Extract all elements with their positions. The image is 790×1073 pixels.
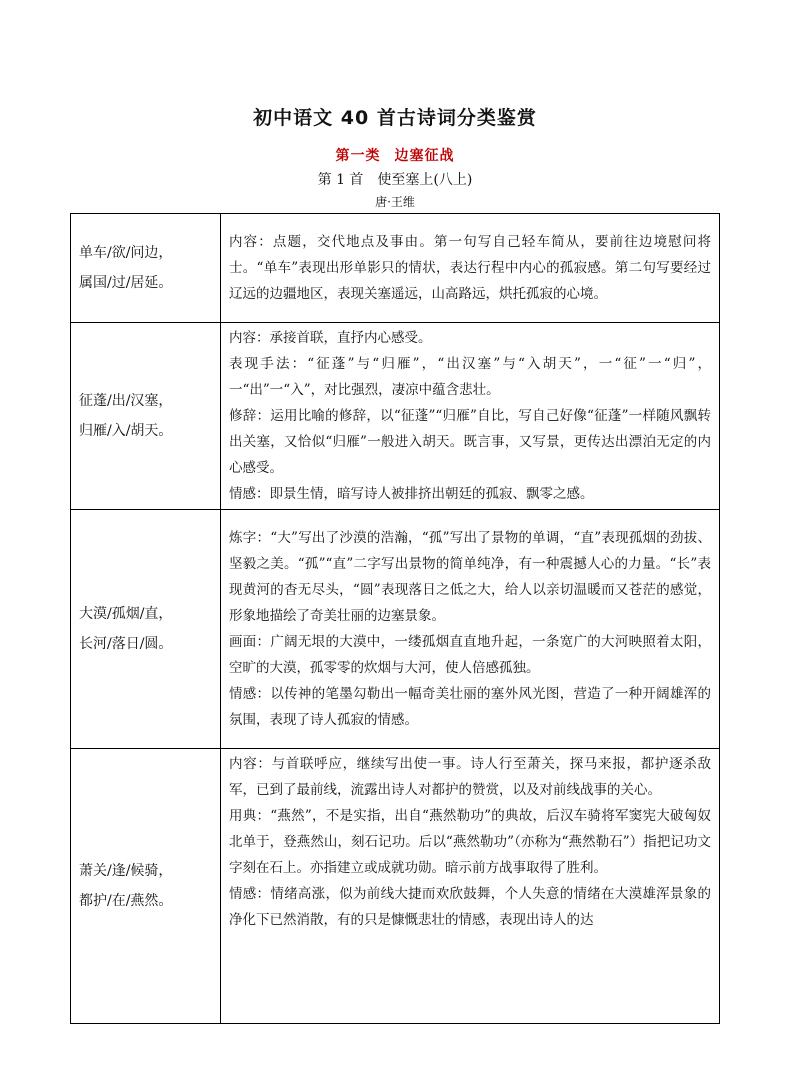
analysis-paragraph: 画面：广阔无垠的大漠中，一缕孤烟直直地升起，一条宽广的大河映照着太阳，空旷的大漠，孤零零的炊烟与大河，使人倍感孤独。 [229, 634, 711, 676]
analysis-paragraph: 内容：点题，交代地点及事由。第一句写自己轻车简从，要前往边境慰问将士。“单车”表现出形单影只的情状，表达行程中内心的孤寂感。第二句写要经过辽远的边疆地区，表现关塞遥远，山高路远，烘托孤寂的心境。 [229, 234, 711, 302]
verse-cell [71, 749, 221, 1024]
verse-cell [71, 510, 221, 749]
analysis-paragraph: 情感：以传神的笔墨勾勒出一幅奇美壮丽的塞外风光图，营造了一种开阔雄浑的氛围，表现了诗人孤寂的情感。 [229, 686, 711, 728]
verse-line: 大漠/孤烟/直， [79, 606, 173, 622]
verse-line: 萧关/逢/候骑， [79, 863, 173, 879]
verse-line: 都护/在/燕然。 [79, 893, 173, 909]
analysis-paragraph: 情感：情绪高涨，似为前线大捷而欢欣鼓舞，个人失意的情绪在大漠雄浑景象的净化下已然消散，有的只是慷慨悲壮的情感，表现出诗人的达 [229, 886, 711, 928]
analysis-paragraph: 表现手法：“征蓬”与“归雁”，“出汉塞”与“入胡天”，一“征”一“归”，一“出”一“入”，对比强烈，凄凉中蕴含悲壮。 [229, 356, 711, 398]
table-row [71, 749, 720, 1024]
analysis-cell [221, 510, 720, 749]
analysis-cell [221, 323, 720, 510]
verse-line: 属国/过/居延。 [79, 275, 173, 291]
table-row [71, 323, 720, 510]
analysis-paragraph: 内容：承接首联，直抒内心感受。 [229, 330, 432, 346]
analysis-paragraph: 修辞：运用比喻的修辞，以“征蓬”“归雁”自比，写自己好像“征蓬”一样随风飘转出关塞，又恰似“归雁”一般进入胡天。既言事，又写景，更传达出漂泊无定的内心感受。 [229, 408, 711, 476]
analysis-table [70, 213, 720, 1024]
verse-line: 征蓬/出/汉塞， [79, 393, 173, 409]
analysis-paragraph: 内容：与首联呼应，继续写出使一事。诗人行至萧关，探马来报，都护逐杀敌军，已到了最前线，流露出诗人对都护的赞赏，以及对前线战事的关心。 [229, 756, 711, 798]
poem-author: 唐·王维 [375, 195, 415, 209]
verse-line: 归雁/入/胡天。 [79, 423, 173, 439]
analysis-paragraph: 用典：“燕然”，不是实指，出自“燕然勒功”的典故，后汉车骑将军窦宪大破匈奴北单于，登燕然山，刻石记功。后以“燕然勒功”（亦称为“燕然勒石”）指把记功文字刻在石上。亦指建立或成就功勋。暗示前方战事取得了胜利。 [229, 808, 711, 876]
category-label: 第一类 [335, 148, 381, 164]
analysis-paragraph: 炼字：“大”写出了沙漠的浩瀚，“孤”写出了景物的单调，“直”表现孤烟的劲拔、坚毅之美。“孤”“直”二字写出景物的简单纯净，有一种震撼人心的力量。“长”表现黄河的杳无尽头，“圆”表现落日之低之大，给人以亲切温暖而又苍茫的感觉，形象地描绘了奇美壮丽的边塞景象。 [229, 530, 711, 624]
table-row [71, 214, 720, 323]
category-heading [0, 145, 790, 165]
table-row [71, 510, 720, 749]
verse-cell [71, 323, 221, 510]
verse-line: 长河/落日/圆。 [79, 636, 173, 652]
verse-line: 单车/欲/问边， [79, 245, 173, 261]
category-name: 边塞征战 [394, 148, 455, 164]
verse-cell [71, 214, 221, 323]
analysis-paragraph: 情感：即景生情，暗写诗人被排挤出朝廷的孤寂、飘零之感。 [229, 486, 594, 502]
analysis-cell [221, 214, 720, 323]
poem-title: 第 1 首 使至塞上(八上) [317, 172, 473, 188]
document-title: 初中语文 40 首古诗词分类鉴赏 [253, 107, 537, 129]
analysis-cell [221, 749, 720, 1024]
